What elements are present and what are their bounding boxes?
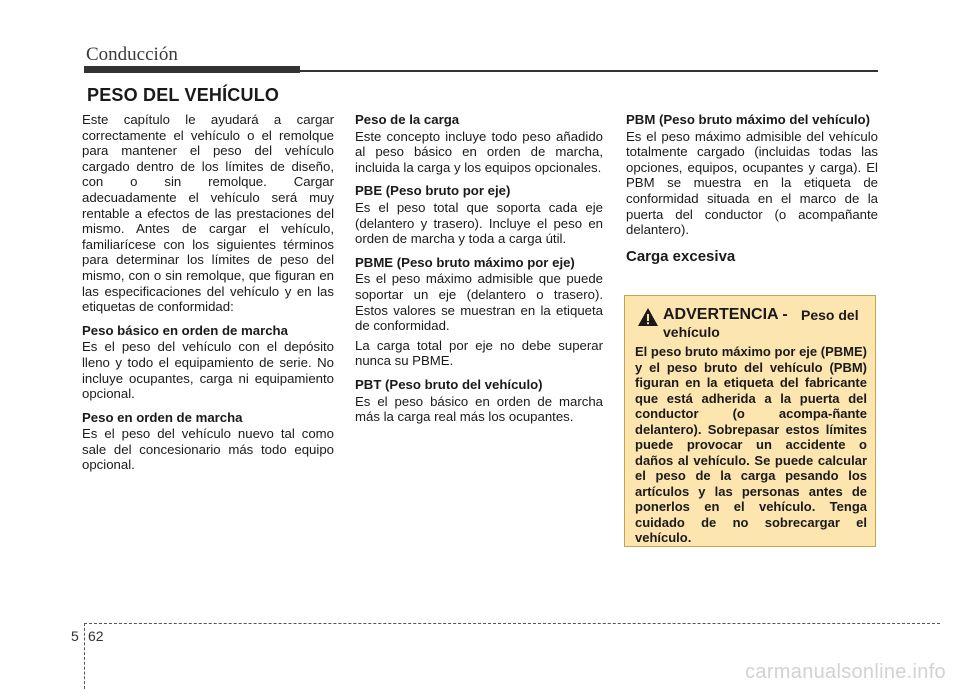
paragraph-peso-carga: Este concepto incluye todo peso añadido al peso básico en orden de marcha, incluida la carga y los equipos opcionales. xyxy=(355,128,603,175)
heading-pbe: PBE (Peso bruto por eje) xyxy=(355,183,511,199)
paragraph-pbme: Es el peso máximo admisible que puede soportar un eje (delantero o trasero). Estos valores se muestran en la etiqueta de conformidad. xyxy=(355,271,603,334)
paragraph-pbt: Es el peso básico en orden de marcha más la carga real más los ocupantes. xyxy=(355,393,603,425)
warning-triangle-icon xyxy=(637,307,659,327)
heading-peso-carga: Peso de la carga xyxy=(355,112,460,127)
paragraph-peso-basico: Es el peso del vehículo con el depósito lleno y todo el equipamiento de serie. No incluye ocupantes, carga ni equipamiento opcional. xyxy=(82,339,334,402)
page-number: 62 xyxy=(88,628,104,644)
warning-box xyxy=(624,295,876,547)
heading-peso-orden-marcha: Peso en orden de marcha xyxy=(82,409,243,425)
heading-carga-excesiva: Carga excesiva xyxy=(626,247,736,265)
section-name: Conducción xyxy=(86,44,178,65)
column-3 xyxy=(626,112,878,266)
warning-title: ADVERTENCIA - xyxy=(663,306,788,323)
intro-paragraph: Este capítulo le ayudará a cargar correctamente el vehículo o el remolque para mantener el peso del vehículo cargado dentro de los límites de diseño, con o sin remolque. Cargar adecuadamente el vehículo será muy rentable a efectos de las prestaciones del mismo. Antes de cargar el vehículo, familiarícese con los siguientes términos para determinar los límites de peso del mismo, con o sin remolque, que figuran en las especificaciones del vehículo y en las etiquetas de conformidad: xyxy=(82,112,334,315)
paragraph-peso-orden-marcha: Es el peso del vehículo nuevo tal como sale del concesionario más todo equipo opcional. xyxy=(82,426,334,473)
header-rule-thin xyxy=(300,70,878,72)
warning-text: El peso bruto máximo por eje (PBME) y el peso bruto del vehículo (PBM) figuran en la etiqueta del fabricante que está adherida a la puerta del conductor (o acompa-ñante delantero). Sobrepasar estos límites puede provocar un accidente o daños al vehículo. Se puede calcular el peso de la carga pesando los artículos y las personas antes de ponerlos en el vehículo. Tenga cuidado de no sobrecargar el vehículo. xyxy=(635,344,867,545)
warning-subtitle: Peso del vehículo xyxy=(663,307,859,340)
watermark: carmanualsonline.info xyxy=(745,661,946,683)
column-1 xyxy=(82,112,334,481)
heading-peso-basico: Peso básico en orden de marcha xyxy=(82,322,288,338)
column-2 xyxy=(355,112,603,433)
page-title: PESO DEL VEHÍCULO xyxy=(87,85,280,105)
warning-subtitle-wrap xyxy=(663,307,873,341)
chapter-number: 5 xyxy=(71,628,79,644)
heading-pbm: PBM (Peso bruto máximo del vehículo) xyxy=(626,112,871,127)
paragraph-pbe: Es el peso total que soporta cada eje (delantero y trasero). Incluye el peso en orden de marcha y toda a carga útil. xyxy=(355,199,603,247)
footer-vertical-rule xyxy=(84,623,85,689)
paragraph-pbm: Es el peso máximo admisible del vehículo totalmente cargado (incluidas todas las opciones, equipos, ocupantes y carga). El PBM se muestra en la etiqueta de conformidad situada en el marco de la puerta del conductor (o acompañante delantero). xyxy=(626,128,878,238)
header-rule-thick xyxy=(84,66,300,73)
paragraph-pbme-limit: La carga total por eje no debe superar nunca su PBME. xyxy=(355,337,603,369)
heading-pbme: PBME (Peso bruto máximo por eje) xyxy=(355,254,575,270)
footer-rule xyxy=(84,623,940,624)
heading-pbt: PBT (Peso bruto del vehículo) xyxy=(355,376,543,392)
